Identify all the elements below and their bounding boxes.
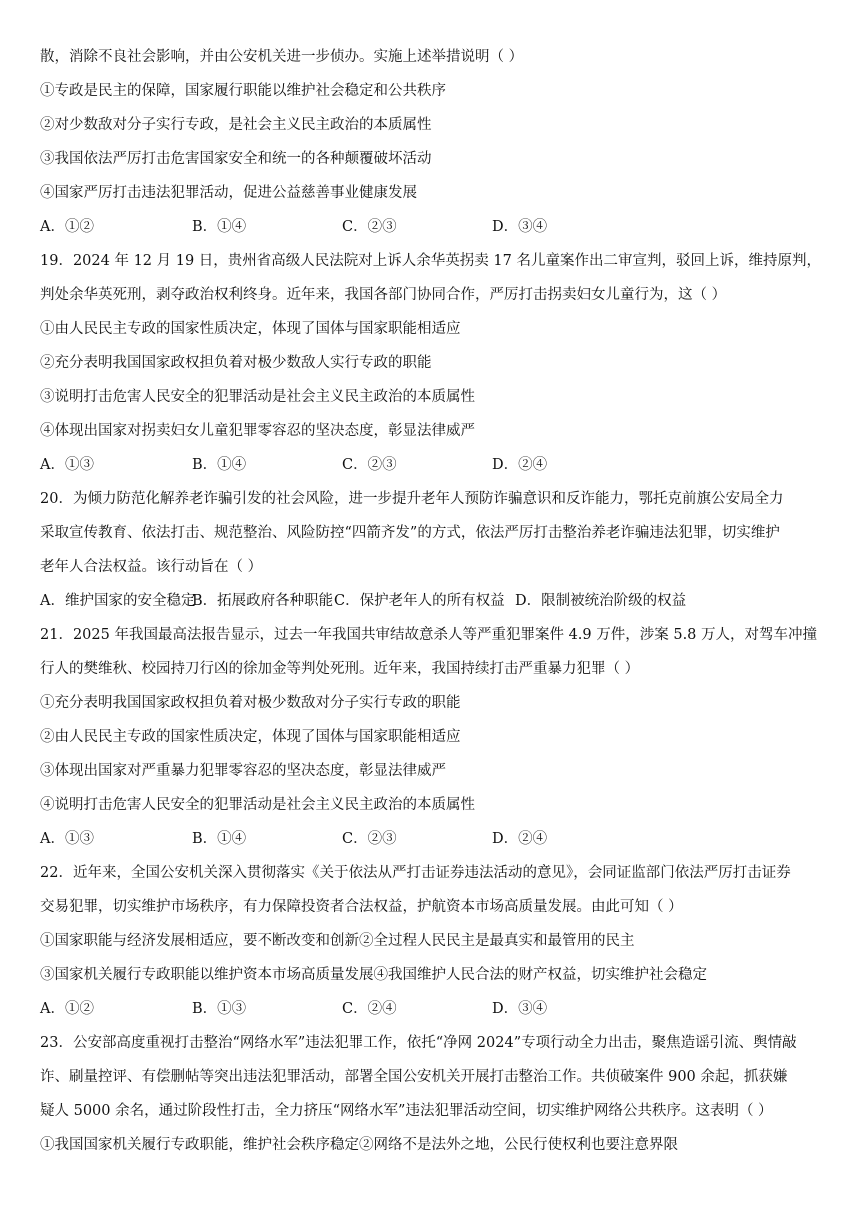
- q19-option-c[interactable]: C．②③: [342, 457, 397, 473]
- q21-stem-line-2: 行人的樊维秋、校园持刀行凶的徐加金等判处死刑。近年来，我国持续打击严重暴力犯罪（ ）: [40, 661, 640, 677]
- q19-stem-line-1: 19．2024 年 12 月 19 日，贵州省高级人民法院对上诉人余华英拐卖 17 名儿童案作出二审宣判，驳回上诉，维持原判，: [40, 253, 821, 269]
- q18-item-3: ③我国依法严厉打击危害国家安全和统一的各种颠覆破坏活动: [40, 151, 432, 167]
- q18-option-a[interactable]: A．①②: [40, 219, 94, 235]
- q22-option-a[interactable]: A．①②: [40, 1001, 94, 1017]
- q20-option-b[interactable]: B．拓展政府各种职能: [192, 593, 334, 609]
- q18-option-b[interactable]: B．①④: [192, 219, 247, 235]
- q22-stem-line-2: 交易犯罪，切实维护市场秩序，有力保障投资者合法权益，护航资本市场高质量发展。由此可知（ ）: [40, 899, 683, 915]
- q21-item-4: ④说明打击危害人民安全的犯罪活动是社会主义民主政治的本质属性: [40, 797, 475, 813]
- q21-option-a[interactable]: A．①③: [40, 831, 94, 847]
- q19-item-3: ③说明打击危害人民安全的犯罪活动是社会主义民主政治的本质属性: [40, 389, 475, 405]
- q18-item-1: ①专政是民主的保障，国家履行职能以维护社会稳定和公共秩序: [40, 83, 446, 99]
- q22-option-d[interactable]: D．③④: [492, 1001, 548, 1017]
- q20-option-c[interactable]: C．保护老年人的所有权益: [334, 593, 505, 609]
- q18-option-c[interactable]: C．②③: [342, 219, 397, 235]
- q20-option-a[interactable]: A．维护国家的安全稳定: [40, 593, 196, 609]
- q23-stem-line-2: 诈、刷量控评、有偿删帖等突出违法犯罪活动，部署全国公安机关开展打击整治工作。共侦破案件 900 余起，抓获嫌: [40, 1069, 788, 1085]
- q21-item-2: ②由人民民主专政的国家性质决定，体现了国体与国家职能相适应: [40, 729, 461, 745]
- q19-option-d[interactable]: D．②④: [492, 457, 548, 473]
- q21-stem-line-1: 21．2025 年我国最高法报告显示，过去一年我国共审结故意杀人等严重犯罪案件 4.9 万件，涉案 5.8 万人，对驾车冲撞: [40, 627, 818, 643]
- q21-options: [40, 829, 820, 849]
- q20-stem-line-1: 20．为倾力防范化解养老诈骗引发的社会风险，进一步提升老年人预防诈骗意识和反诈能力，鄂托克前旗公安局全力: [40, 491, 784, 507]
- q21-option-b[interactable]: B．①④: [192, 831, 247, 847]
- q20-stem-line-2: 采取宣传教育、依法打击、规范整治、风险防控“四箭齐发”的方式，依法严厉打击整治养老诈骗违法犯罪，切实维护: [40, 525, 780, 541]
- q20-stem-line-3: 老年人合法权益。该行动旨在（ ）: [40, 559, 263, 575]
- q21-option-d[interactable]: D．②④: [492, 831, 548, 847]
- q19-options: [40, 455, 820, 475]
- q21-item-1: ①充分表明我国国家政权担负着对极少数敌对分子实行专政的职能: [40, 695, 461, 711]
- q21-option-c[interactable]: C．②③: [342, 831, 397, 847]
- q19-stem-line-2: 判处余华英死刑，剥夺政治权利终身。近年来，我国各部门协同合作，严厉打击拐卖妇女儿童行为，这（ ）: [40, 287, 727, 303]
- q22-options: [40, 999, 820, 1019]
- q18-item-2: ②对少数敌对分子实行专政，是社会主义民主政治的本质属性: [40, 117, 432, 133]
- q18-option-d[interactable]: D．③④: [492, 219, 548, 235]
- q20-option-d[interactable]: D．限制被统治阶级的权益: [515, 593, 687, 609]
- q22-option-b[interactable]: B．①③: [192, 1001, 247, 1017]
- q22-item-1-2: ①国家职能与经济发展相适应，要不断改变和创新②全过程人民民主是最真实和最管用的民主: [40, 933, 635, 949]
- q22-item-3-4: ③国家机关履行专政职能以维护资本市场高质量发展④我国维护人民合法的财产权益，切实维护社会稳定: [40, 967, 707, 983]
- q18-item-4: ④国家严厉打击违法犯罪活动，促进公益慈善事业健康发展: [40, 185, 417, 201]
- q22-option-c[interactable]: C．②④: [342, 1001, 397, 1017]
- q18-stem-tail: 散，消除不良社会影响，并由公安机关进一步侦办。实施上述举措说明（ ）: [40, 49, 524, 65]
- q19-option-a[interactable]: A．①③: [40, 457, 94, 473]
- q23-stem-line-3: 疑人 5000 余名，通过阶段性打击，全力挤压“网络水军”违法犯罪活动空间，切实维护网络公共秩序。这表明（ ）: [40, 1103, 773, 1119]
- q18-options: [40, 217, 820, 237]
- q22-stem-line-1: 22．近年来，全国公安机关深入贯彻落实《关于依法从严打击证券违法活动的意见》，会同证监部门依法严厉打击证券: [40, 865, 791, 881]
- q19-item-1: ①由人民民主专政的国家性质决定，体现了国体与国家职能相适应: [40, 321, 461, 337]
- q20-options: [40, 591, 820, 611]
- q21-item-3: ③体现出国家对严重暴力犯罪零容忍的坚决态度，彰显法律威严: [40, 763, 446, 779]
- q19-item-2: ②充分表明我国国家政权担负着对极少数敌人实行专政的职能: [40, 355, 432, 371]
- q19-item-4: ④体现出国家对拐卖妇女儿童犯罪零容忍的坚决态度，彰显法律威严: [40, 423, 475, 439]
- q23-stem-line-1: 23．公安部高度重视打击整治“网络水军”违法犯罪工作，依托“净网 2024”专项行动全力出击，聚焦造谣引流、舆情敲: [40, 1035, 797, 1051]
- q19-option-b[interactable]: B．①④: [192, 457, 247, 473]
- q23-item-1-2: ①我国国家机关履行专政职能，维护社会秩序稳定②网络不是法外之地，公民行使权利也要注意界限: [40, 1137, 678, 1153]
